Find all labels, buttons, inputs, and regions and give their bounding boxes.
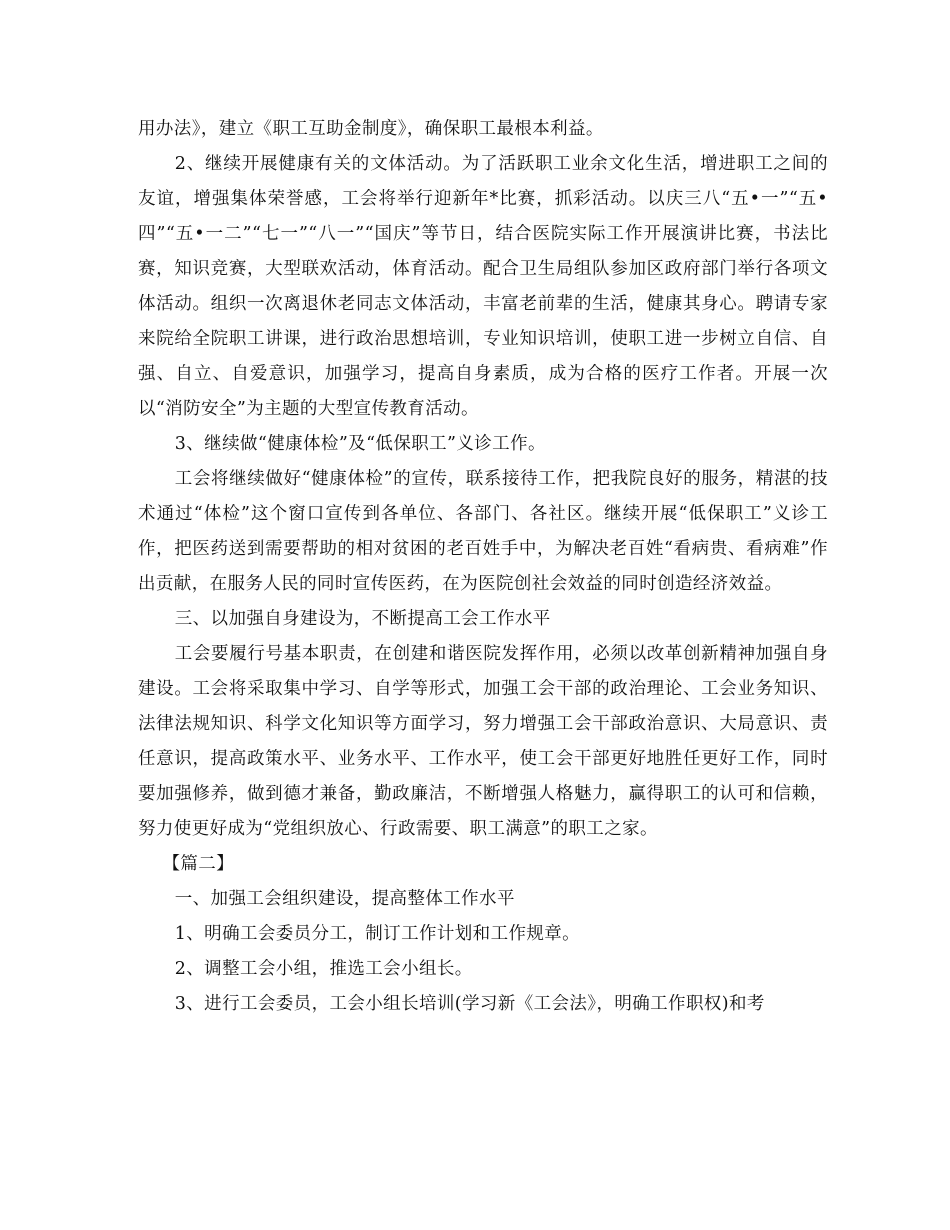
- paragraph-1: 用办法》，建立《职工互助金制度》，确保职工最根本利益。: [138, 119, 604, 139]
- paragraph-3: 3、继续做“健康体检”及“低保职工”义诊工作。: [174, 434, 546, 454]
- list-item-2: 2、调整工会小组，推选工会小组长。: [174, 959, 473, 979]
- section-heading-3: 三、以加强自身建设为，不断提高工会工作水平: [174, 609, 551, 629]
- section-heading-1: 一、加强工会组织建设，提高整体工作水平: [174, 889, 515, 909]
- paragraph-2: 2、继续开展健康有关的文体活动。为了活跃职工业余文化生活，增进职工之间的友谊，增强集体荣誉感，工会将举行迎新年*比赛，抓彩活动。以庆三八“五•一”“五•四”“五•一二”“七一”“八一”“国庆”等节日，结合医院实际工作开展演讲比赛，书法比赛，知识竞赛，大型联欢活动，体育活动。配合卫生局组队参加区政府部门举行各项文体活动。组织一次离退休老同志文体活动，丰富老前辈的生活，健康其身心。聘请专家来院给全院职工讲课，进行政治思想培训，专业知识培训，使职工进一步树立自信、自强、自立、自爱意识，加强学习，提高自身素质，成为合格的医疗工作者。开展一次以“消防安全”为主题的大型宣传教育活动。: [138, 154, 828, 419]
- list-item-3: 3、进行工会委员，工会小组长培训(学习新《工会法》，明确工作职权)和考: [174, 994, 765, 1014]
- paragraph-6: 工会要履行号基本职责，在创建和谐医院发挥作用，必须以改革创新精神加强自身建设。工会将采取集中学习、自学等形式，加强工会干部的政治理论、工会业务知识、法律法规知识、科学文化知识等方面学习，努力增强工会干部政治意识、大局意识、责任意识，提高政策水平、业务水平、工作水平，使工会干部更好地胜任更好工作，同时要加强修养，做到德才兼备，勤政廉洁，不断增强人格魅力，赢得职工的认可和信赖，努力使更好成为“党组织放心、行政需要、职工满意”的职工之家。: [138, 644, 828, 839]
- list-item-1: 1、明确工会委员分工，制订工作计划和工作规章。: [174, 924, 581, 944]
- part-two-heading: 【篇二】: [162, 854, 235, 874]
- paragraph-4: 工会将继续做好“健康体检”的宣传，联系接待工作，把我院良好的服务，精湛的技术通过“体检”这个窗口宣传到各单位、各部门、各社区。继续开展“低保职工”义诊工作，把医药送到需要帮助的相对贫困的老百姓手中，为解决老百姓“看病贵、看病难”作出贡献，在服务人民的同时宣传医药，在为医院创社会效益的同时创造经济效益。: [138, 469, 828, 594]
- document-body: [138, 112, 828, 1022]
